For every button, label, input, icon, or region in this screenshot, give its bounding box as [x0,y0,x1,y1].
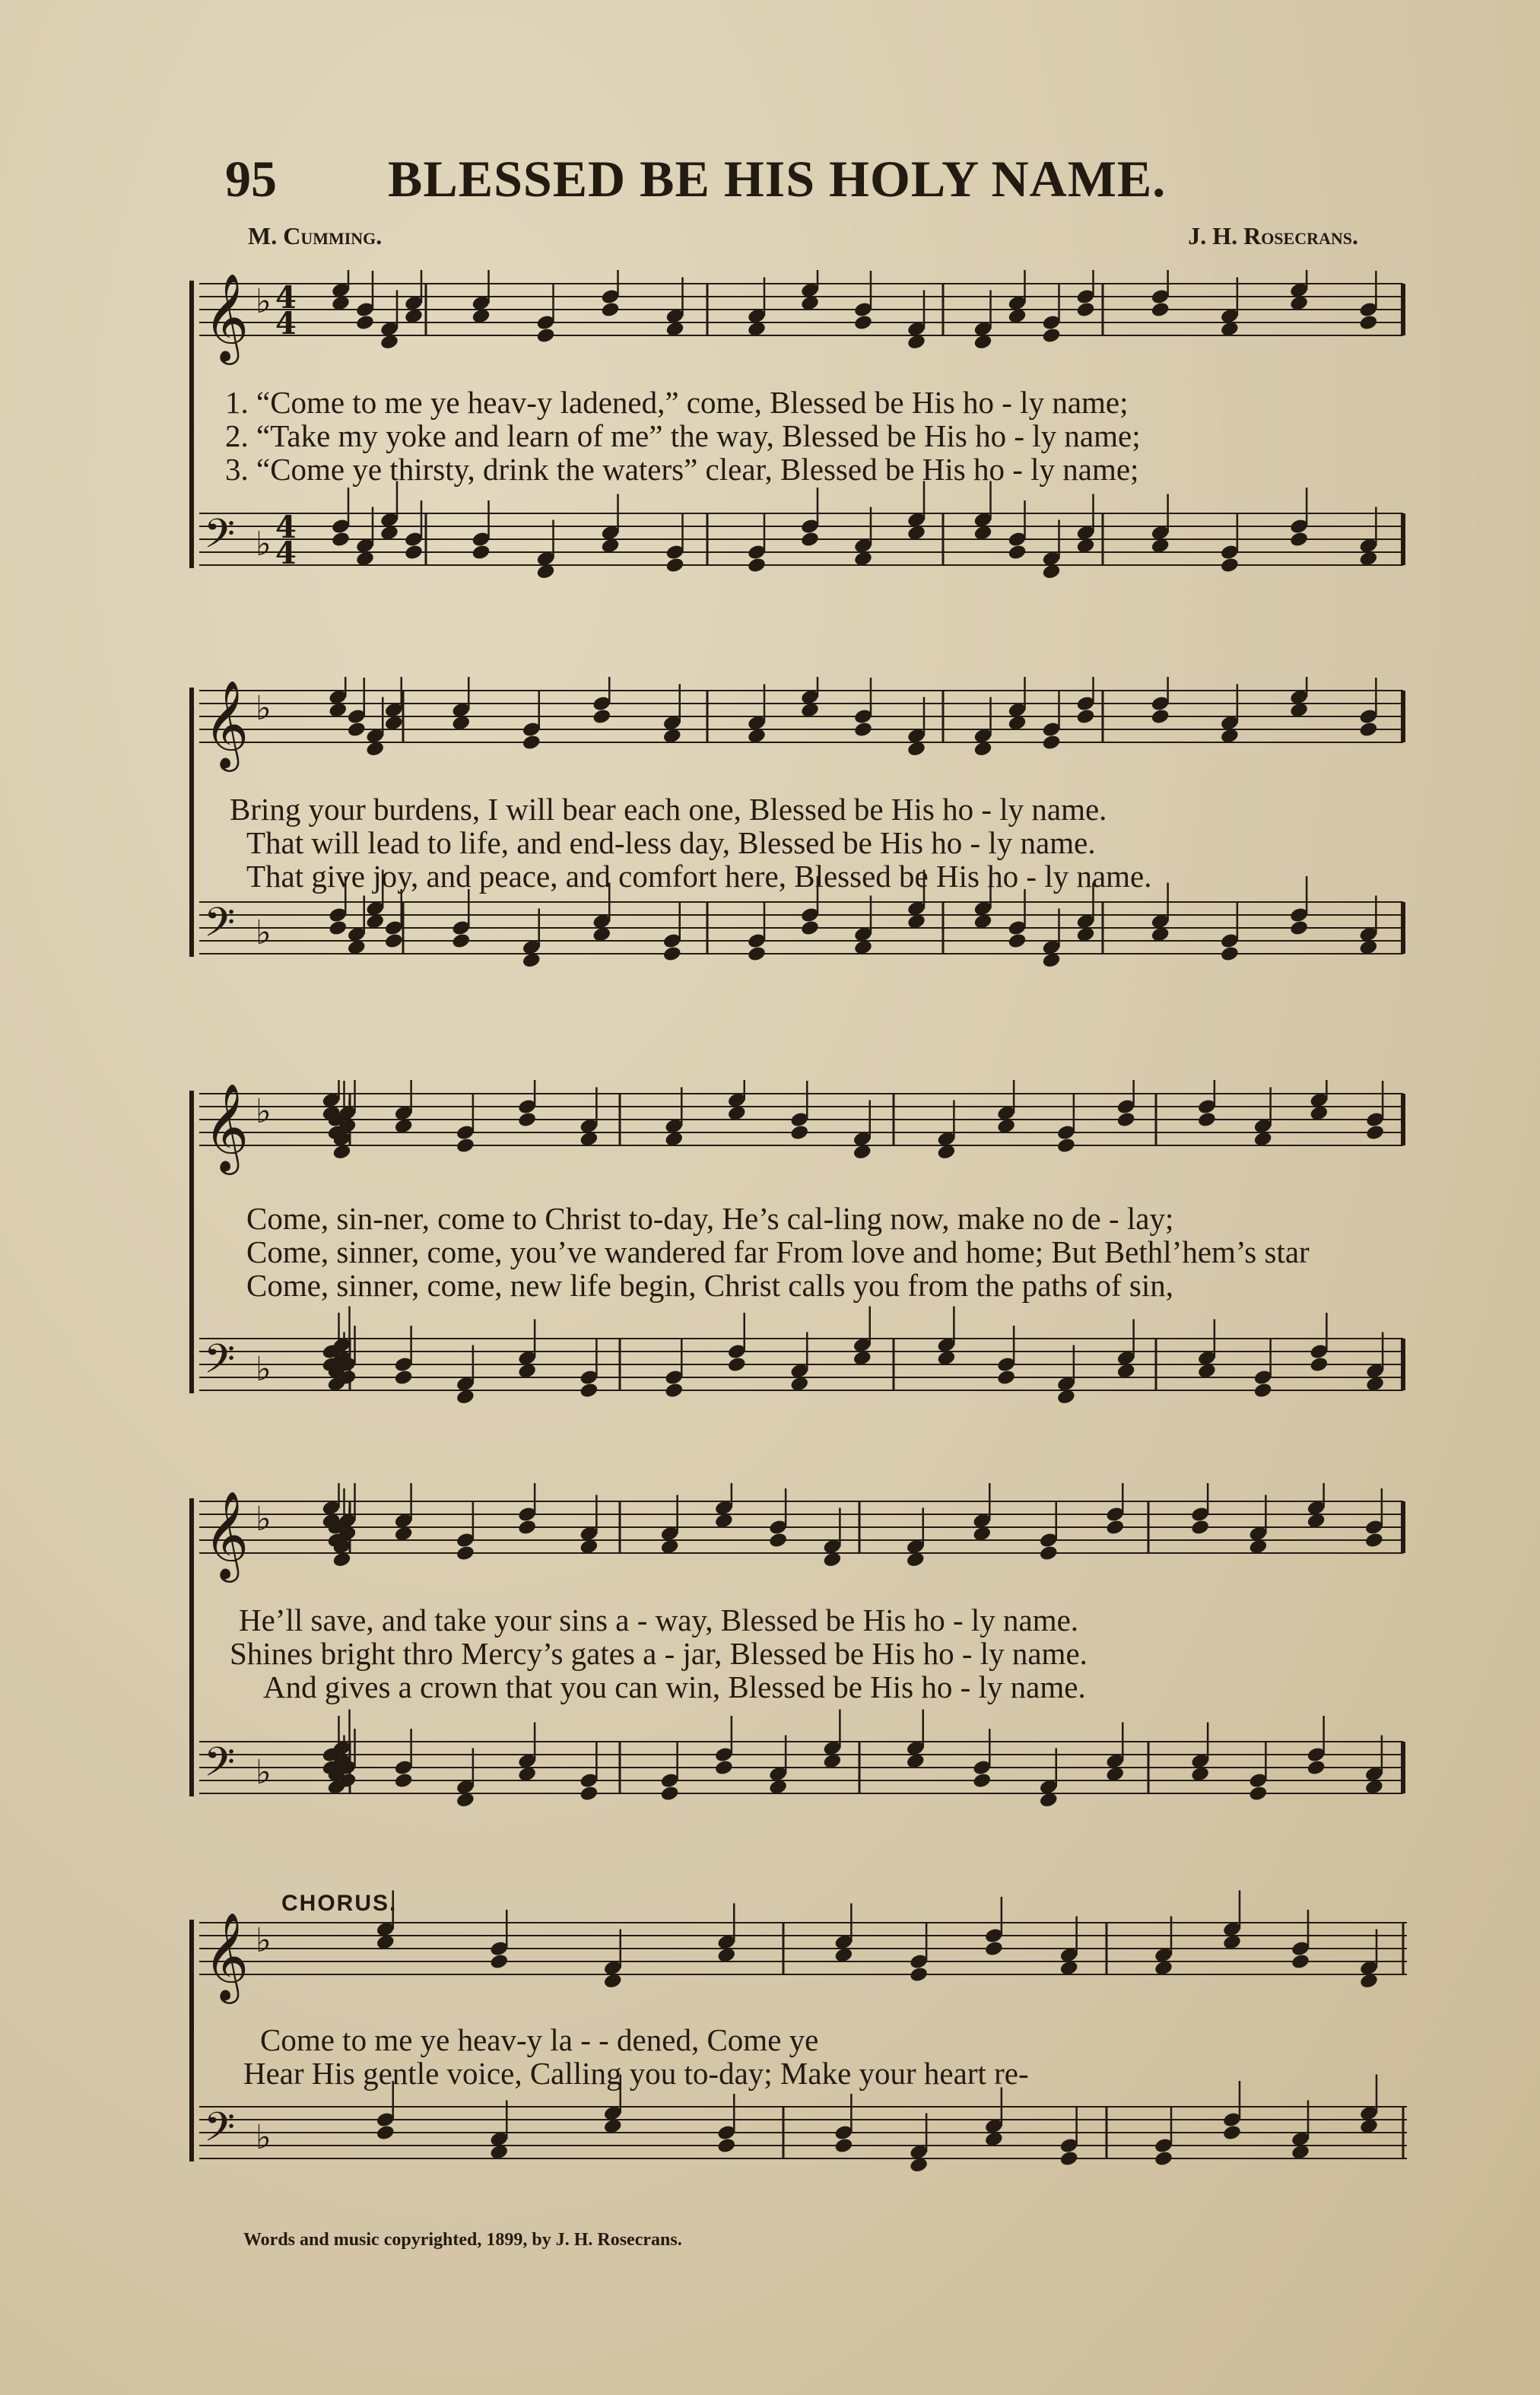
note-head [834,2137,853,2155]
note-head [996,1369,1016,1386]
time-signature: 4 [275,535,297,571]
time-signature: 4 [275,510,297,545]
music-system-3 [183,1080,1407,1415]
flat-icon: ♭ [256,913,271,952]
note-head [600,301,620,319]
lyric-line: Come to me ye heav-y la - - dened, Come ye [260,2022,819,2057]
note-head [1007,932,1027,950]
note-head [456,1545,475,1562]
note-head [714,1759,734,1777]
note-head [853,721,873,739]
flat-icon: ♭ [256,282,271,321]
flat-icon: ♭ [256,1092,271,1131]
note-head [716,2137,736,2155]
note-head [1151,708,1170,726]
time-signature: 4 [275,280,297,316]
time-signature: 4 [275,306,297,341]
note-head [1154,2150,1173,2168]
note-head [1307,1759,1326,1777]
treble-clef-icon: 𝄞 [204,272,249,361]
lyric-line: Come, sinner, come, new life begin, Christ calls you from the paths of sin, [246,1268,1174,1303]
note-head [1041,327,1061,345]
flat-icon: ♭ [256,689,271,728]
treble-clef-icon: 𝄞 [204,1082,249,1171]
bass-clef-icon: 𝄢 [204,900,236,956]
lyric-line: 2. “Take my yoke and learn of me” the way, Blessed be His ho - ly name; [225,418,1141,453]
note-head [394,1369,414,1386]
flat-icon: ♭ [256,525,271,564]
note-head [1358,314,1378,332]
lyric-line: And gives a crown that you can win, Blessed be His ho - ly name. [263,1669,1086,1704]
note-head [1309,1356,1329,1374]
note-head [853,314,873,332]
note-head [768,1532,788,1549]
lyric-line: Hear His gentle voice, Calling you to-day; Make your heart re- [243,2056,1029,2091]
note-head [800,531,820,548]
note-head [331,531,351,548]
treble-clef-icon: 𝄞 [204,1911,249,2000]
note-head [789,1124,809,1142]
note-head [535,327,555,345]
note-head [1041,734,1061,751]
note-head [1075,708,1095,726]
note-head [1365,1124,1385,1142]
note-head [522,734,541,751]
note-head [592,708,611,726]
lyric-line: That give joy, and peace, and comfort here, Blessed be His ho - ly name. [246,859,1152,894]
treble-clef-icon: 𝄞 [204,1490,249,1579]
note-head [1358,721,1378,739]
note-head [579,1382,599,1399]
lyric-line: That will lead to life, and end-less day, Blessed be His ho - ly name. [246,825,1096,860]
music-system-1 [183,270,1407,605]
note-head [451,932,471,950]
bass-clef-icon: 𝄢 [204,511,236,567]
flat-icon: ♭ [256,1753,271,1792]
note-head [1116,1111,1136,1129]
lyric-line: Shines bright thro Mercy’s gates a - jar, Blessed be His ho - ly name. [230,1636,1088,1671]
hymn-number: 95 [225,150,277,208]
note-head [1220,945,1240,963]
note-head [1039,1545,1059,1562]
note-head [909,1966,929,1984]
credits [248,222,1358,253]
bass-clef-icon: 𝄢 [204,2104,236,2161]
note-head [1289,920,1309,937]
music-system-4 [183,1483,1407,1818]
note-head [1197,1111,1217,1129]
note-head [727,1356,747,1374]
music-system-2 [183,677,1407,1012]
note-head [1248,1785,1268,1803]
lyricist-credit: M. Cumming. [248,222,383,249]
hymn-title: BLESSED BE HIS HOLY NAME. [388,150,1167,208]
flat-icon: ♭ [256,2118,271,2157]
note-head [517,1519,537,1536]
flat-icon: ♭ [256,1921,271,1960]
note-head [1007,544,1027,561]
lyric-line: 3. “Come ye thirsty, drink the waters” clear, Blessed be His ho - ly name; [225,452,1139,487]
note-head [1075,301,1095,319]
note-head [660,1785,680,1803]
note-head [1220,557,1240,574]
lyric-line: Bring your burdens, I will bear each one, Blessed be His ho - ly name. [230,792,1107,827]
note-head [1056,1137,1076,1155]
note-head [384,932,404,950]
note-head [347,721,367,739]
note-head [1364,1532,1384,1549]
note-head [328,920,348,937]
note-head [984,1940,1004,1958]
note-head [471,544,491,561]
composer-credit: J. H. Rosecrans. [1188,222,1358,249]
note-head [579,1785,599,1803]
note-head [665,557,684,574]
hymn-header [225,149,1229,218]
music-system-5 [183,1886,1407,2206]
note-head [1105,1519,1125,1536]
note-head [394,1772,414,1790]
chorus-label: CHORUS. [281,1891,398,1916]
note-head [747,557,767,574]
lyric-line: Come, sin-ner, come to Christ to-day, He’s cal-ling now, make no de - lay; [246,1201,1174,1236]
note-head [376,2124,395,2142]
note-head [1289,531,1309,548]
note-head [1222,2124,1242,2142]
note-head [747,945,767,963]
note-head [972,1772,992,1790]
lyric-line: He’ll save, and take your sins a - way, Blessed be His ho - ly name. [239,1602,1079,1637]
note-head [800,920,820,937]
note-head [664,1382,684,1399]
note-head [662,945,682,963]
note-head [355,314,375,332]
flat-icon: ♭ [256,1500,271,1539]
note-head [1151,301,1170,319]
bass-clef-icon: 𝄢 [204,1336,236,1393]
treble-clef-icon: 𝄞 [204,679,249,768]
note-head [1291,1953,1310,1971]
note-head [1059,2150,1079,2168]
note-head [1253,1382,1273,1399]
note-head [517,1111,537,1129]
note-head [456,1137,475,1155]
copyright-notice: Words and music copyrighted, 1899, by J. H. Rosecrans. [243,2230,682,2250]
lyric-line: Come, sinner, come, you’ve wandered far From love and home; But Bethl’hem’s star [246,1234,1310,1269]
note-head [489,1953,509,1971]
note-head [1190,1519,1210,1536]
bass-clef-icon: 𝄢 [204,1739,236,1796]
flat-icon: ♭ [256,1350,271,1389]
note-head [404,544,424,561]
lyric-line: 1. “Come to me ye heav-y ladened,” come, Blessed be His ho - ly name; [225,385,1129,420]
